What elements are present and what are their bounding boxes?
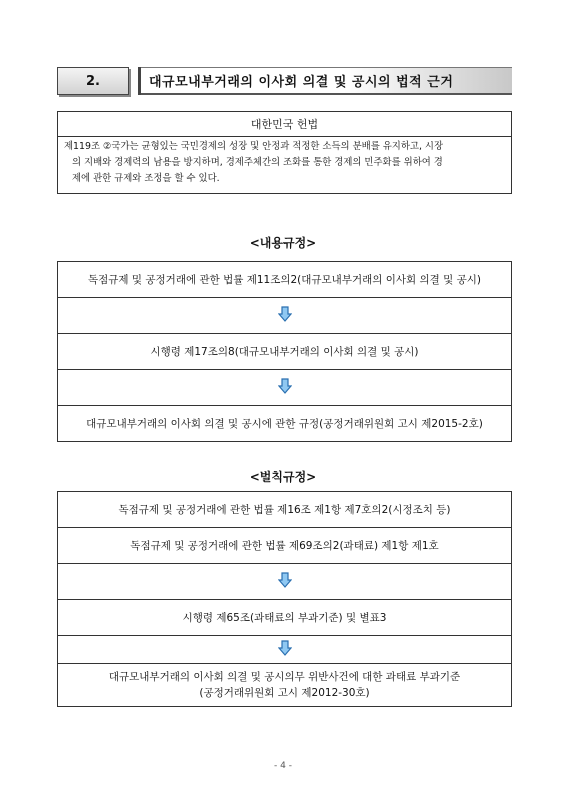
constitution-line: 제119조 ②국가는 균형있는 국민경제의 성장 및 안정과 적정한 소득의 분배를 유지하고, 시장	[64, 141, 444, 152]
penalty-rule-item: 독점규제 및 공정거래에 관한 법률 제16조 제1항 제7호의2(시정조치 등)	[57, 491, 512, 528]
flow-arrow-row	[57, 563, 512, 600]
penalty-rule-line: (공정거래위원회 고시 제2012-30호)	[199, 687, 370, 699]
arrow-down-icon	[278, 640, 292, 660]
arrow-down-icon	[278, 306, 292, 326]
penalty-rule-item: 시행령 제65조(과태료의 부과기준) 및 별표3	[57, 599, 512, 636]
constitution-line: 제에 관한 규제와 조정을 할 수 있다.	[72, 173, 220, 184]
flow-arrow-row	[57, 297, 512, 334]
content-rule-item: 대규모내부거래의 이사회 의결 및 공시에 관한 규정(공정거래위원회 고시 제2015-2호)	[57, 405, 512, 442]
penalty-rules-heading: <벌칙규정>	[249, 470, 317, 484]
arrow-down-icon	[278, 378, 292, 398]
penalty-rule-item: 독점규제 및 공정거래에 관한 법률 제69조의2(과태료) 제1항 제1호	[57, 527, 512, 564]
flow-arrow-row	[57, 635, 512, 664]
section-number: 2.	[57, 67, 129, 95]
page-number: - 4 -	[274, 761, 292, 771]
constitution-box	[57, 111, 512, 194]
content-rule-item: 시행령 제17조의8(대규모내부거래의 이사회 의결 및 공시)	[57, 333, 512, 370]
constitution-line: 의 지배와 경제력의 남용을 방지하며, 경제주체간의 조화를 통한 경제의 민주화를 위하여 경	[72, 157, 443, 168]
section-title: 대규모내부거래의 이사회 의결 및 공시의 법적 근거	[139, 67, 512, 95]
penalty-rule-line: 대규모내부거래의 이사회 의결 및 공시의무 위반사건에 대한 과태료 부과기준	[108, 671, 461, 683]
content-rule-item: 독점규제 및 공정거래에 관한 법률 제11조의2(대규모내부거래의 이사회 의결 및 공시)	[57, 261, 512, 298]
constitution-title: 대한민국 헌법	[58, 112, 511, 137]
arrow-down-icon	[278, 572, 292, 592]
penalty-rule-item	[57, 663, 512, 707]
constitution-text	[58, 137, 511, 187]
section-header	[57, 67, 512, 95]
content-rules-heading: <내용규정>	[249, 236, 317, 250]
flow-arrow-row	[57, 369, 512, 406]
